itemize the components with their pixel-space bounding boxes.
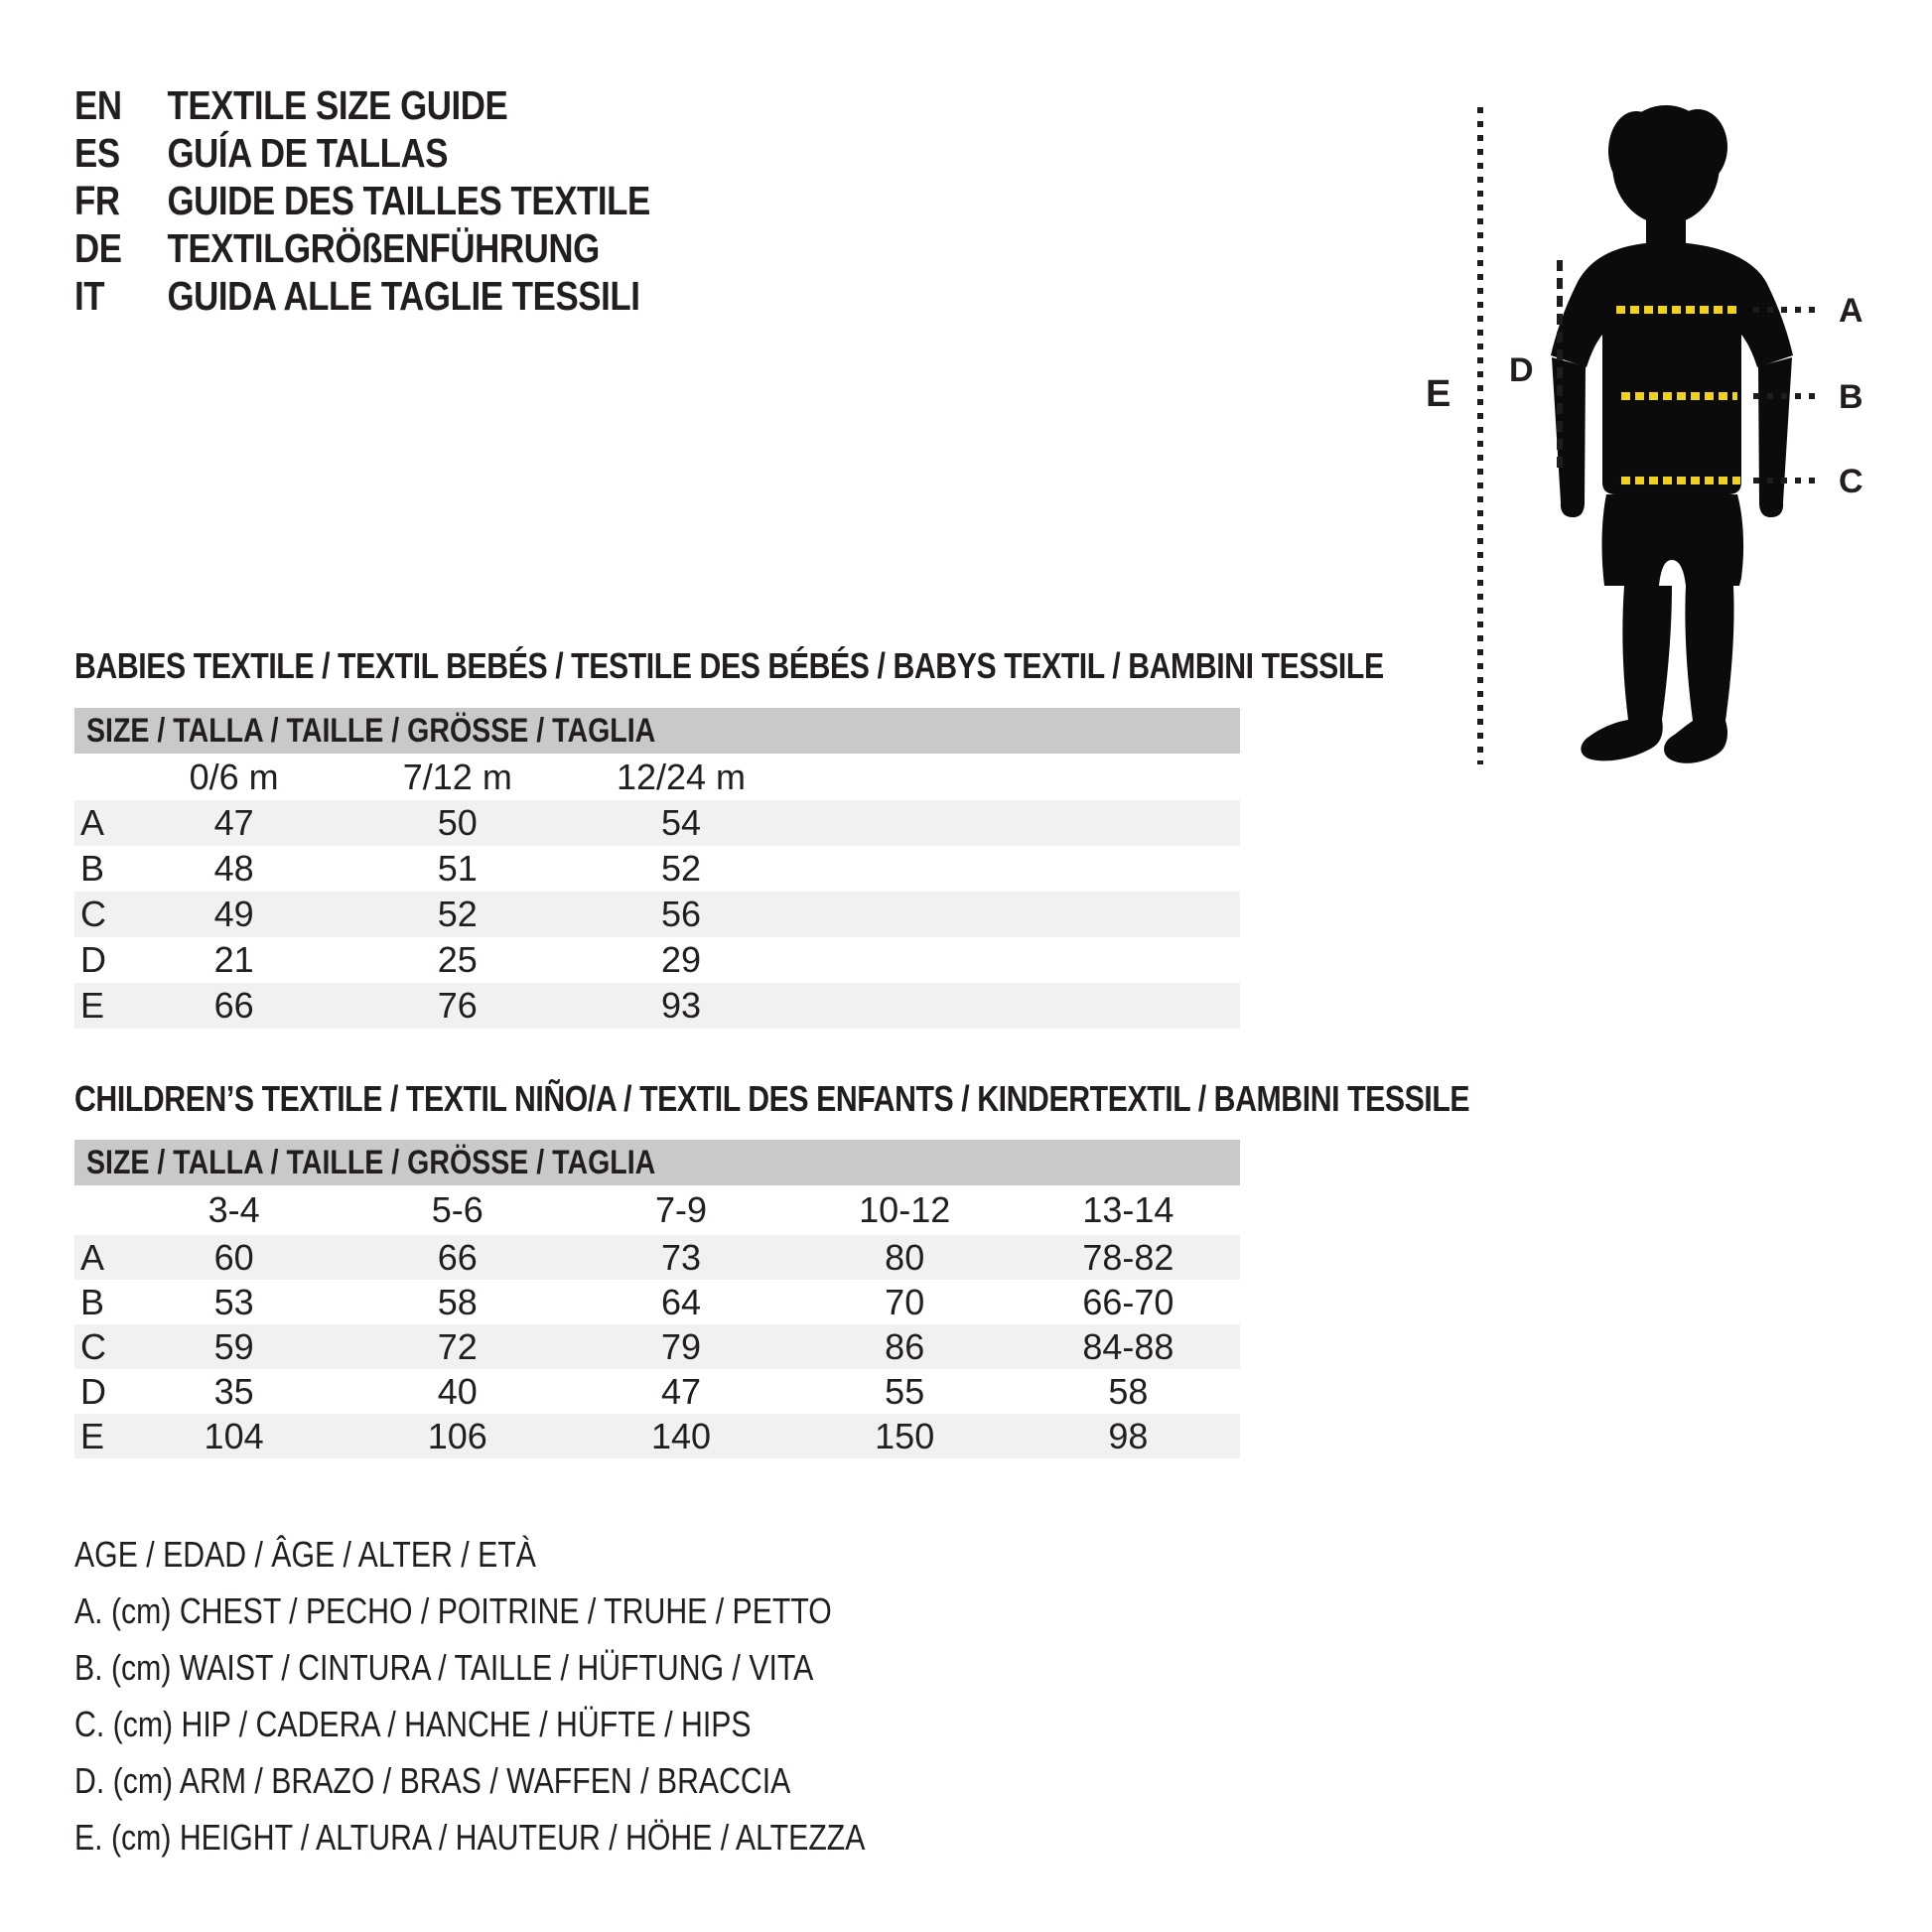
column-header: 13-14 [1082, 1189, 1174, 1230]
row-label: D [80, 939, 106, 980]
measure-label-d: D [1509, 351, 1534, 389]
table-cell: 150 [875, 1415, 935, 1456]
table-cell: 58 [1108, 1370, 1149, 1412]
children-size-header-bar [74, 1140, 1240, 1185]
table-cell: 80 [885, 1236, 925, 1278]
legend-line-arm [74, 1752, 1016, 1809]
lang-code: DE [74, 224, 122, 271]
table-cell: 25 [437, 939, 478, 980]
column-header: 12/24 m [616, 756, 747, 797]
legend-text: D. (cm) ARM / BRAZO / BRAS / WAFFEN / BRACCIA [74, 1759, 791, 1801]
table-cell: 49 [213, 894, 254, 934]
table-cell: 66-70 [1082, 1281, 1174, 1322]
table-cell: 64 [660, 1281, 702, 1322]
table-cell: 66 [213, 985, 254, 1026]
lang-title: GUIDE DES TAILLES TEXTILE [167, 177, 650, 223]
lang-title: TEXTILE SIZE GUIDE [167, 81, 508, 128]
lang-row-en [74, 81, 650, 129]
legend-text: C. (cm) HIP / CADERA / HANCHE / HÜFTE / HIPS [74, 1703, 752, 1744]
children-section-title [74, 1078, 1735, 1120]
row-label: B [80, 1281, 105, 1322]
table-cell: 60 [213, 1236, 254, 1278]
size-header-text: SIZE / TALLA / TAILLE / GRÖSSE / TAGLIA [86, 711, 656, 750]
children-title-text: CHILDREN’S TEXTILE / TEXTIL NIÑO/A / TEXTIL DES ENFANTS / KINDERTEXTIL / BAMBINI TESSILE [74, 1078, 1470, 1119]
table-cell: 52 [660, 848, 702, 889]
lang-row-it [74, 272, 650, 320]
legend-line-waist [74, 1639, 1016, 1696]
lang-title: GUIDA ALLE TAGLIE TESSILI [167, 272, 640, 319]
lang-code: FR [74, 177, 120, 223]
babies-size-header-bar [74, 708, 1240, 754]
language-header [74, 81, 752, 320]
table-cell: 56 [660, 894, 702, 934]
babies-section-title [74, 645, 1633, 687]
column-header: 5-6 [431, 1189, 483, 1230]
table-cell: 93 [660, 985, 702, 1026]
table-cell: 98 [1108, 1415, 1149, 1456]
row-label: B [80, 848, 105, 889]
legend-line-chest [74, 1583, 1016, 1639]
table-cell: 50 [437, 802, 478, 843]
lang-title: TEXTILGRÖßENFÜHRUNG [167, 224, 600, 271]
lang-code: EN [74, 81, 122, 128]
babies-size-table [74, 708, 1240, 1029]
legend-text: B. (cm) WAIST / CINTURA / TAILLE / HÜFTUNG / VITA [74, 1646, 814, 1688]
table-row [74, 937, 1240, 983]
babies-title-text: BABIES TEXTILE / TEXTIL BEBÉS / TESTILE DES BÉBÉS / BABYS TEXTIL / BAMBINI TESSILE [74, 645, 1384, 686]
row-label: C [80, 894, 106, 934]
children-column-headers [74, 1185, 1240, 1235]
measure-label-c: C [1839, 463, 1863, 500]
table-cell: 58 [437, 1281, 478, 1322]
table-cell: 72 [437, 1325, 478, 1367]
table-cell: 140 [650, 1415, 712, 1456]
table-cell: 84-88 [1082, 1325, 1174, 1367]
row-label: E [80, 985, 105, 1026]
table-cell: 66 [437, 1236, 478, 1278]
table-cell: 48 [213, 848, 254, 889]
legend-line-hip [74, 1696, 1016, 1752]
row-label: D [80, 1370, 106, 1412]
column-header: 0/6 m [189, 756, 279, 797]
table-row [74, 1414, 1240, 1458]
table-row [74, 1324, 1240, 1369]
table-cell: 47 [660, 1370, 702, 1412]
table-cell: 55 [885, 1370, 925, 1412]
row-label: E [80, 1415, 105, 1456]
legend-text: E. (cm) HEIGHT / ALTURA / HAUTEUR / HÖHE / ALTEZZA [74, 1816, 866, 1858]
measurement-legend [74, 1526, 1016, 1865]
table-row [74, 1369, 1240, 1414]
lang-row-de [74, 224, 650, 272]
table-cell: 29 [660, 939, 702, 980]
table-cell: 70 [885, 1281, 925, 1322]
measure-label-a: A [1839, 292, 1863, 330]
table-cell: 21 [213, 939, 254, 980]
table-cell: 52 [437, 894, 478, 934]
row-label: C [80, 1325, 106, 1367]
table-cell: 53 [213, 1281, 254, 1322]
lang-title: GUÍA DE TALLAS [167, 129, 449, 176]
legend-line-age [74, 1526, 1016, 1583]
table-cell: 79 [660, 1325, 702, 1367]
children-size-table [74, 1140, 1240, 1458]
lang-row-fr [74, 177, 650, 224]
table-cell: 104 [204, 1415, 264, 1456]
legend-text: AGE / EDAD / ÂGE / ALTER / ETÀ [74, 1533, 536, 1575]
column-header: 7-9 [654, 1189, 707, 1230]
table-cell: 51 [437, 848, 478, 889]
table-cell: 106 [427, 1415, 487, 1456]
row-label: A [80, 802, 105, 843]
legend-text: A. (cm) CHEST / PECHO / POITRINE / TRUHE / PETTO [74, 1589, 832, 1631]
lang-code: ES [74, 129, 120, 176]
babies-column-headers [74, 754, 1240, 800]
table-row [74, 892, 1240, 937]
column-header: 10-12 [859, 1189, 951, 1230]
legend-line-height [74, 1809, 1016, 1865]
table-cell: 59 [213, 1325, 254, 1367]
lang-row-es [74, 129, 650, 177]
table-cell: 35 [213, 1370, 254, 1412]
column-header: 3-4 [207, 1189, 260, 1230]
table-row [74, 1235, 1240, 1280]
table-cell: 76 [437, 985, 478, 1026]
size-header-text: SIZE / TALLA / TAILLE / GRÖSSE / TAGLIA [86, 1143, 656, 1181]
table-row [74, 983, 1240, 1029]
table-cell: 73 [660, 1236, 702, 1278]
measure-label-b: B [1839, 378, 1863, 416]
row-label: A [80, 1236, 105, 1278]
table-cell: 40 [437, 1370, 478, 1412]
table-cell: 54 [660, 802, 702, 843]
table-row [74, 846, 1240, 892]
lang-code: IT [74, 272, 105, 319]
table-cell: 86 [885, 1325, 925, 1367]
table-row [74, 800, 1240, 846]
table-cell: 78-82 [1082, 1236, 1174, 1278]
measure-label-e: E [1426, 373, 1451, 415]
column-header: 7/12 m [402, 756, 512, 797]
table-cell: 47 [213, 802, 254, 843]
table-row [74, 1280, 1240, 1324]
